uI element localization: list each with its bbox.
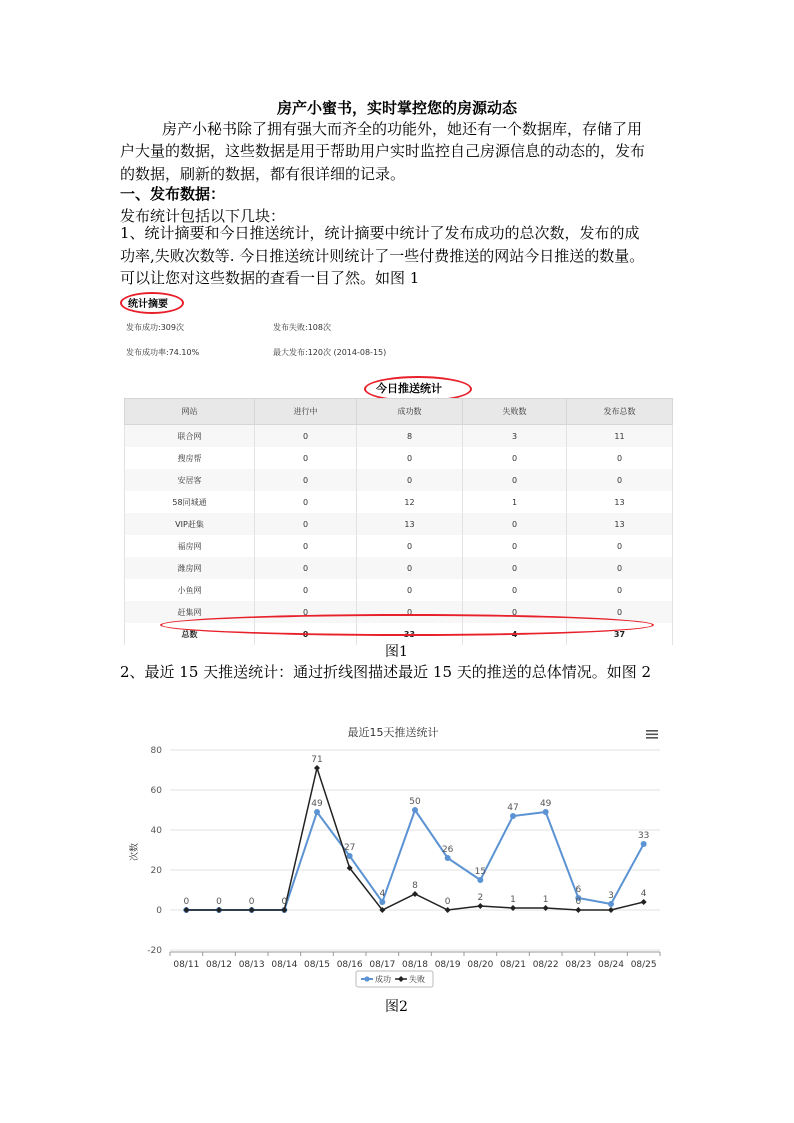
x-tick-label: 08/11: [173, 960, 200, 970]
intro-line: 户大量的数据，这些数据是用于帮助用户实时监控自己房源信息的动态的，发布: [120, 142, 646, 160]
item1-paragraph: [120, 222, 680, 290]
cell-fail: 0: [463, 535, 567, 557]
x-tick-label: 08/21: [500, 960, 526, 970]
cell-total: 0: [567, 601, 673, 623]
data-label: 0: [248, 897, 255, 907]
legend-success-marker: [364, 976, 369, 981]
x-tick-label: 08/22: [532, 960, 559, 970]
data-label: 27: [343, 843, 356, 853]
y-tick-label: 20: [150, 866, 162, 876]
line-chart-svg: [120, 714, 670, 994]
table-row: [125, 425, 673, 448]
column-header: 成功数: [357, 399, 463, 425]
figure-1-screenshot: [120, 292, 676, 637]
table-row: [125, 579, 673, 601]
cell-in-progress: 0: [255, 447, 357, 469]
x-tick-label: 08/25: [630, 960, 657, 970]
x-tick-label: 08/15: [304, 960, 330, 970]
x-tick-label: 08/14: [271, 960, 298, 970]
cell-site: 搜房帮: [125, 447, 255, 469]
cell-total: 37: [567, 623, 673, 645]
column-header: 进行中: [255, 399, 357, 425]
y-tick-label: 80: [150, 746, 162, 756]
x-tick-label: 08/16: [336, 960, 363, 970]
document-title: 房产小蜜书，实时掌控您的房源动态: [276, 99, 517, 117]
point-fail: [477, 903, 483, 909]
data-label: 0: [281, 897, 288, 907]
table-row: [125, 535, 673, 557]
column-header: 网站: [125, 399, 255, 425]
cell-in-progress: 0: [255, 623, 357, 645]
point-fail: [445, 907, 451, 913]
data-label: 15: [474, 867, 487, 877]
cell-success: 0: [357, 579, 463, 601]
x-tick-label: 08/12: [206, 960, 232, 970]
column-header: 失败数: [463, 399, 567, 425]
point-fail: [314, 765, 320, 771]
cell-success: 8: [357, 425, 463, 448]
item1-line: 1、统计摘要和今日推送统计，统计摘要中统计了发布成功的总次数，发布的成: [120, 224, 640, 242]
legend-fail-label[interactable]: 失败: [409, 975, 425, 984]
cell-fail: 0: [463, 513, 567, 535]
cell-site: 58同城通: [125, 491, 255, 513]
data-label: 0: [183, 897, 190, 907]
figure-2-chart: [120, 714, 670, 994]
cell-in-progress: 0: [255, 513, 357, 535]
figure-2-caption: 图2: [385, 999, 408, 1015]
cell-in-progress: 0: [255, 425, 357, 448]
x-tick-label: 08/18: [402, 960, 428, 970]
cell-site: 小鱼网: [125, 579, 255, 601]
cell-success: 33: [357, 623, 463, 645]
cell-fail: 0: [463, 579, 567, 601]
cell-in-progress: 0: [255, 535, 357, 557]
summary-fail-count: 发布失败:108次: [273, 323, 331, 332]
cell-site: 联合网: [125, 425, 255, 448]
intro-line: 房产小秘书除了拥有强大而齐全的功能外，她还有一个数据库，存储了用: [162, 120, 643, 138]
summary-success-count: 发布成功:309次: [126, 323, 184, 332]
cell-fail: 1: [463, 491, 567, 513]
table-row: [125, 447, 673, 469]
figure-1-caption: 图1: [385, 644, 408, 660]
cell-fail: 0: [463, 469, 567, 491]
data-label: 49: [311, 799, 323, 809]
section-lead: 发布统计包括以下几块：: [120, 207, 286, 225]
summary-success-rate: 发布成功率:74.10%: [126, 348, 200, 357]
cell-total: 0: [567, 557, 673, 579]
cell-site: 潍房网: [125, 557, 255, 579]
data-label: 26: [441, 845, 454, 855]
x-tick-label: 08/17: [369, 960, 396, 970]
data-label: 50: [409, 797, 421, 807]
summary-max-publish: 最大发布:120次 (2014-08-15): [273, 348, 387, 357]
data-label: 49: [539, 799, 552, 809]
cell-total: 13: [567, 491, 673, 513]
point-success: [641, 841, 647, 847]
cell-fail: 0: [463, 557, 567, 579]
section-heading: 一、发布数据：: [120, 185, 226, 203]
data-label: 47: [507, 803, 519, 813]
point-success: [543, 809, 549, 815]
point-success: [314, 809, 320, 815]
today-push-title: 今日推送统计: [376, 382, 442, 395]
chart-legend: [356, 971, 433, 987]
table-row: [125, 513, 673, 535]
cell-total: 0: [567, 447, 673, 469]
point-success: [608, 901, 614, 907]
cell-success: 0: [357, 535, 463, 557]
point-fail: [412, 891, 418, 897]
data-label: 3: [608, 891, 614, 901]
cell-success: 12: [357, 491, 463, 513]
item1-line: 可以让您对这些数据的查看一目了然。如图 1: [120, 269, 420, 287]
cell-site: 安居客: [125, 469, 255, 491]
table-row: [125, 557, 673, 579]
data-label: 4: [379, 889, 386, 899]
intro-paragraph-cont: [120, 140, 680, 185]
y-tick-label: -20: [147, 946, 162, 956]
cell-site: 福房网: [125, 535, 255, 557]
column-header: 发布总数: [567, 399, 673, 425]
data-label: 1: [510, 895, 516, 905]
chart-title: 最近15天推送统计: [347, 726, 439, 739]
point-success: [510, 813, 516, 819]
cell-success: 0: [357, 601, 463, 623]
cell-total: 0: [567, 579, 673, 601]
x-tick-label: 08/23: [565, 960, 592, 970]
cell-in-progress: 0: [255, 469, 357, 491]
point-fail: [641, 899, 647, 905]
cell-total: 11: [567, 425, 673, 448]
data-label: 0: [444, 897, 451, 907]
point-success: [445, 855, 451, 861]
item1-line: 功率,失败次数等. 今日推送统计则统计了一些付费推送的网站今日推送的数量。: [120, 246, 645, 265]
summary-title: 统计摘要: [128, 299, 168, 310]
x-tick-label: 08/24: [598, 960, 624, 970]
intro-line: 的数据，刷新的数据，都有很详细的记录。: [120, 164, 406, 183]
point-success: [379, 899, 385, 905]
data-label: 6: [575, 885, 582, 895]
cell-success: 13: [357, 513, 463, 535]
cell-total: 0: [567, 469, 673, 491]
cell-in-progress: 0: [255, 557, 357, 579]
total-highlight-ellipse: [160, 614, 654, 636]
y-tick-label: 40: [150, 826, 162, 836]
cell-site: 总数: [125, 623, 255, 645]
data-label: 0: [575, 897, 582, 907]
y-axis-label: 次数: [130, 842, 140, 862]
cell-in-progress: 0: [255, 601, 357, 623]
data-label: 71: [311, 755, 323, 765]
data-label: 33: [637, 831, 650, 841]
point-fail: [608, 907, 614, 913]
y-tick-label: 0: [156, 906, 162, 916]
point-success: [477, 877, 483, 883]
x-tick-label: 08/13: [238, 960, 265, 970]
x-tick-label: 08/20: [467, 960, 494, 970]
cell-success: 0: [357, 469, 463, 491]
data-label: 2: [477, 893, 484, 903]
cell-fail: 4: [463, 623, 567, 645]
item2-paragraph: 2、最近 15 天推送统计：通过折线图描述最近 15 天的推送的总体情况。如图 2: [120, 663, 652, 681]
cell-fail: 3: [463, 425, 567, 448]
cell-in-progress: 0: [255, 579, 357, 601]
point-success: [347, 853, 353, 859]
today-push-table: [124, 398, 673, 645]
legend-success-label[interactable]: 成功: [375, 975, 391, 984]
cell-fail: 0: [463, 447, 567, 469]
point-fail: [575, 907, 581, 913]
hamburger-menu-icon[interactable]: [646, 730, 658, 739]
data-label: 4: [640, 889, 647, 899]
cell-success: 0: [357, 557, 463, 579]
point-success: [412, 807, 418, 813]
table-row: [125, 491, 673, 513]
y-tick-label: 60: [150, 786, 162, 796]
cell-fail: 0: [463, 601, 567, 623]
data-label: 1: [542, 895, 549, 905]
data-label: 8: [412, 881, 418, 891]
table-header-row: [125, 399, 673, 425]
x-tick-label: 08/19: [434, 960, 461, 970]
cell-site: 赶集网: [125, 601, 255, 623]
cell-site: VIP赶集: [125, 513, 255, 535]
cell-success: 0: [357, 447, 463, 469]
cell-total: 13: [567, 513, 673, 535]
intro-paragraph: [120, 118, 680, 141]
table-row: [125, 469, 673, 491]
cell-total: 0: [567, 535, 673, 557]
data-label: 0: [216, 897, 222, 907]
cell-in-progress: 0: [255, 491, 357, 513]
